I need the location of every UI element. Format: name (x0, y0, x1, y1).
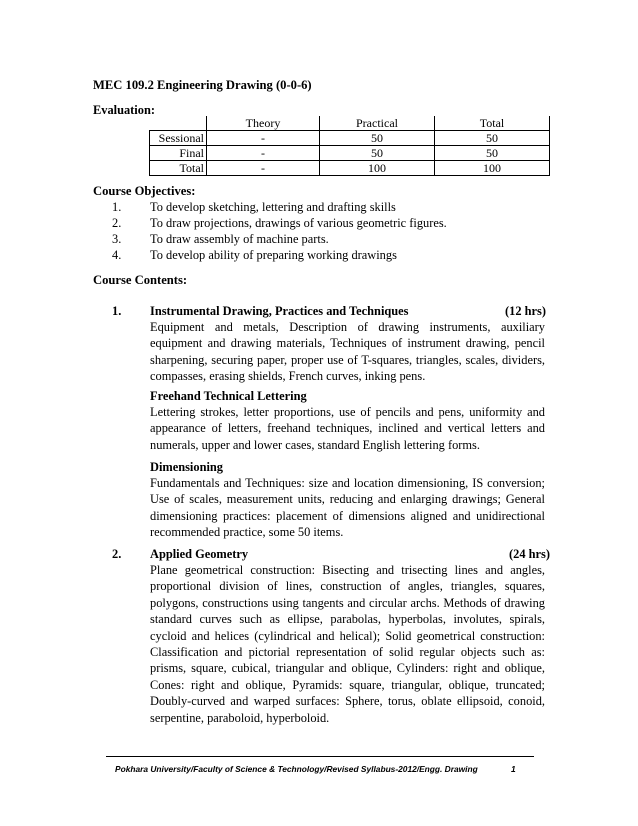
subsection-title: Freehand Technical Lettering (150, 389, 307, 403)
subsection-title: Dimensioning (150, 460, 223, 474)
table-row (150, 131, 550, 146)
table-cell: 50 (320, 131, 435, 146)
unit-hours: (24 hrs) (509, 547, 550, 561)
unit-heading (150, 304, 546, 319)
table-header-practical: Practical (320, 116, 435, 131)
table-cell: 100 (435, 161, 550, 176)
table-header-theory: Theory (207, 116, 320, 131)
table-row (150, 146, 550, 161)
unit-heading (150, 547, 550, 562)
objective-number: 1. (112, 200, 122, 214)
unit-title: Instrumental Drawing, Practices and Techniques (150, 304, 409, 318)
page-number: 1 (511, 764, 516, 774)
contents-heading: Course Contents: (93, 273, 188, 287)
subsection-text: Lettering strokes, letter proportions, use of pencils and pens, uniformity and appearance of letters, freehand techniques, inclined and vertical letters and numerals, upper and lower cases, standard English lettering forms. (150, 405, 545, 452)
unit-number: 1. (112, 304, 122, 318)
table-cell: 100 (320, 161, 435, 176)
table-header-blank (150, 116, 207, 131)
unit-number: 2. (112, 547, 122, 561)
objective-number: 2. (112, 216, 122, 230)
table-cell: - (207, 161, 320, 176)
table-cell: 50 (435, 131, 550, 146)
footer-divider (106, 756, 534, 757)
table-row (150, 161, 550, 176)
table-cell: Final (150, 146, 207, 161)
objective-text: To draw assembly of machine parts. (150, 232, 329, 246)
table-cell: 50 (435, 146, 550, 161)
table-cell: Sessional (150, 131, 207, 146)
subsection-text: Fundamentals and Techniques: size and location dimensioning, IS conversion; Use of scales, measurement units, reducing and enlarging drawings; General dimensioning practices: placement of dimensions aligned and unidirectional recommended practice, some 50 items. (150, 476, 545, 540)
objective-number: 4. (112, 248, 122, 262)
footer-text: Pokhara University/Faculty of Science & Technology/Revised Syllabus-2012/Engg. Drawing (115, 764, 478, 774)
table-cell: - (207, 131, 320, 146)
unit-title: Applied Geometry (150, 547, 249, 561)
table-header-row (150, 116, 550, 131)
evaluation-table (149, 116, 550, 176)
objectives-heading: Course Objectives: (93, 184, 196, 198)
objective-text: To develop sketching, lettering and drafting skills (150, 200, 396, 214)
table-header-total: Total (435, 116, 550, 131)
unit-description: Equipment and metals, Description of drawing instruments, auxiliary equipment and drawing materials, Techniques of instrument drawing, pencil sharpening, securing paper, proper use of T-squares, triangles, scales, dividers, compasses, erasing shields, French curves, inking pens. (150, 320, 545, 384)
table-cell: 50 (320, 146, 435, 161)
objective-text: To develop ability of preparing working drawings (150, 248, 397, 262)
table-cell: - (207, 146, 320, 161)
evaluation-label: Evaluation: (93, 103, 155, 117)
unit-description: Plane geometrical construction: Bisecting and trisecting lines and angles, proportional division of lines, construction of angles, triangles, squares, polygons, constructions using tangents and circular archs. Methods of drawing standard curves such as ellipse, parabolas, hyperbolas, involutes, spirals, cycloid and helices (cylindrical and helical); Solid geometrical construction: Classification and pictorial representation of solid regular objects such as: prisms, square, cubical, triangular and oblique, Cylinders: right and oblique, Cones: right and oblique, Pyramids: square, triangular, oblique, truncated; Doubly-curved and warped surfaces: Sphere, torus, oblate ellipsoid, conoid, serpentine, paraboloid, hyperboloid. (150, 563, 545, 725)
objective-text: To draw projections, drawings of various geometric figures. (150, 216, 447, 230)
unit-hours: (12 hrs) (505, 304, 546, 318)
course-title: MEC 109.2 Engineering Drawing (0-0-6) (93, 78, 312, 92)
objective-number: 3. (112, 232, 122, 246)
table-cell: Total (150, 161, 207, 176)
